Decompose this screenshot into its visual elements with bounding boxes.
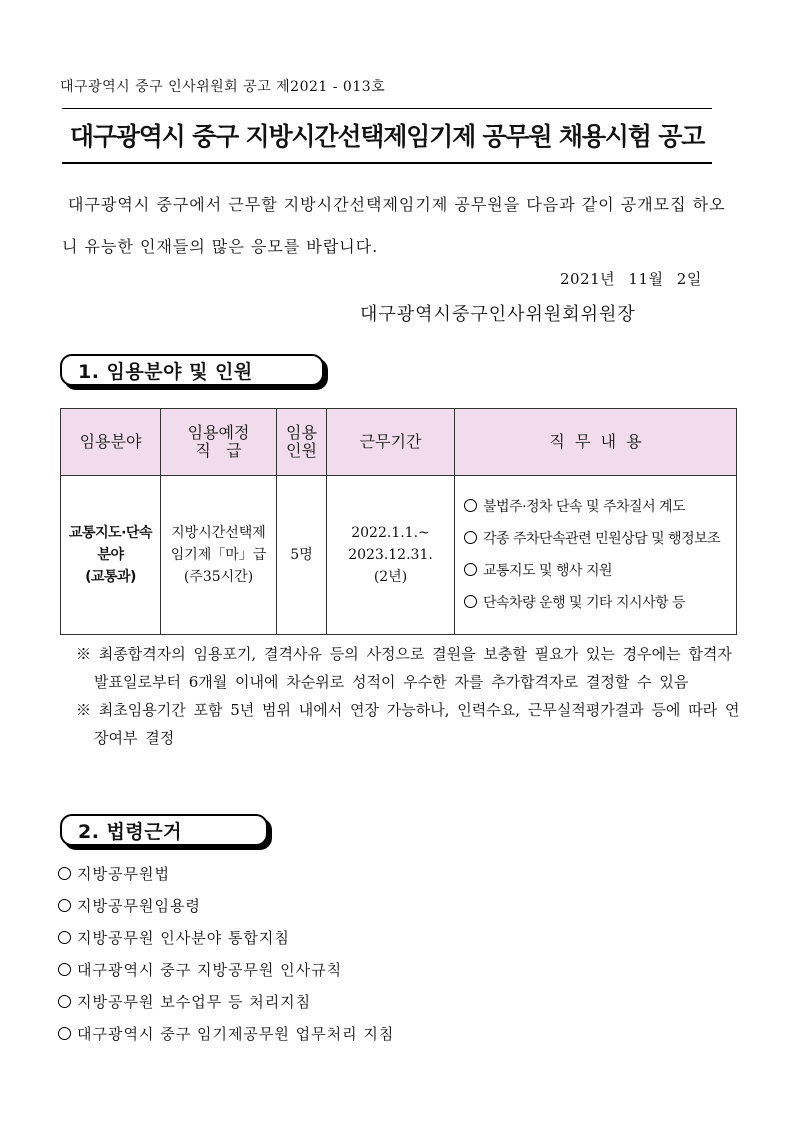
header-count bbox=[277, 409, 327, 476]
table-notes bbox=[76, 640, 746, 752]
intro-paragraph: 대구광역시 중구에서 근무할 지방시간선택제임기제 공무원을 다음과 같이 공개모집 하오니 유능한 인재들의 많은 응모를 바랍니다. bbox=[62, 195, 726, 256]
field-line2: 분야 bbox=[97, 547, 124, 563]
header-field: 임용분야 bbox=[61, 409, 161, 476]
notice-date: 2021년 11월 2일 bbox=[560, 270, 702, 288]
header-duties: 직 무 내 용 bbox=[455, 409, 737, 476]
cell-duties bbox=[455, 476, 737, 635]
recruitment-table bbox=[60, 408, 737, 635]
table-row bbox=[61, 476, 737, 635]
list-item: 대구광역시 중구 지방공무원 인사규칙 bbox=[58, 960, 394, 992]
period-line1: 2022.1.1.~ bbox=[351, 525, 430, 541]
note-1: ※ 최종합격자의 임용포기, 결격사유 등의 사정으로 결원을 보충할 필요가 있는 경우에는 합격자 발표일로부터 6개월 이내에 차순위로 성적이 우수한 자를 추가합격자로 결정할 수 있음 bbox=[76, 645, 732, 691]
header-count-line2: 인원 bbox=[286, 441, 317, 460]
notice-number: 대구광역시 중구 인사위원회 공고 제2021 - 013호 bbox=[60, 79, 386, 95]
period-line3: (2년) bbox=[373, 569, 408, 585]
issuer: 대구광역시중구인사위원회위원장 bbox=[360, 304, 636, 325]
list-item: 대구광역시 중구 임기제공무원 업무처리 지침 bbox=[58, 1024, 394, 1056]
duty-list bbox=[456, 491, 735, 619]
grade-line3: (주35시간) bbox=[183, 569, 254, 585]
circle-bullet-icon bbox=[58, 963, 71, 976]
table-header-row bbox=[61, 409, 737, 476]
section1-heading: 1. 임용분야 및 인원 bbox=[60, 354, 324, 386]
header-grade-line1: 임용예정 bbox=[187, 423, 250, 442]
circle-bullet-icon bbox=[464, 499, 477, 512]
list-item: 지방공무원 보수업무 등 처리지침 bbox=[58, 992, 394, 1024]
circle-bullet-icon bbox=[464, 595, 477, 608]
note-2: ※ 최초임용기간 포함 5년 범위 내에서 연장 가능하나, 인력수요, 근무실적평가결과 등에 따라 연장여부 결정 bbox=[76, 701, 740, 747]
cell-period bbox=[327, 476, 455, 635]
list-item: 지방공무원 인사분야 통합지침 bbox=[58, 928, 394, 960]
list-item: 단속차량 운행 및 기타 지시사항 등 bbox=[464, 587, 735, 619]
list-item: 각종 주차단속관련 민원상담 및 행정보조 bbox=[464, 523, 735, 555]
header-count-line1: 임용 bbox=[286, 423, 317, 442]
page-title: 대구광역시 중구 지방시간선택제임기제 공무원 채용시험 공고 bbox=[69, 122, 705, 151]
header-grade bbox=[161, 409, 277, 476]
list-item: 지방공무원임용령 bbox=[58, 896, 394, 928]
circle-bullet-icon bbox=[58, 867, 71, 880]
field-line1: 교통지도·단속 bbox=[69, 525, 152, 541]
title-bottom-rule bbox=[62, 162, 712, 164]
grade-line2: 임기제「마」급 bbox=[170, 547, 267, 563]
cell-count: 5명 bbox=[277, 476, 327, 635]
list-item: 지방공무원법 bbox=[58, 864, 394, 896]
circle-bullet-icon bbox=[58, 995, 71, 1008]
cell-field bbox=[61, 476, 161, 635]
circle-bullet-icon bbox=[58, 899, 71, 912]
circle-bullet-icon bbox=[464, 531, 477, 544]
legal-basis-list bbox=[58, 864, 394, 1056]
grade-line1: 지방시간선택제 bbox=[171, 525, 266, 541]
list-item: 불법주·정차 단속 및 주차질서 계도 bbox=[464, 491, 735, 523]
period-line2: 2023.12.31. bbox=[348, 547, 433, 563]
circle-bullet-icon bbox=[58, 1027, 71, 1040]
field-line3: (교통과) bbox=[85, 569, 136, 585]
cell-grade bbox=[161, 476, 277, 635]
header-grade-line2: 직 급 bbox=[195, 441, 242, 460]
title-top-rule bbox=[62, 108, 712, 109]
circle-bullet-icon bbox=[58, 931, 71, 944]
list-item: 교통지도 및 행사 지원 bbox=[464, 555, 735, 587]
header-period: 근무기간 bbox=[327, 409, 455, 476]
circle-bullet-icon bbox=[464, 563, 477, 576]
section2-heading: 2. 법령근거 bbox=[60, 814, 268, 846]
